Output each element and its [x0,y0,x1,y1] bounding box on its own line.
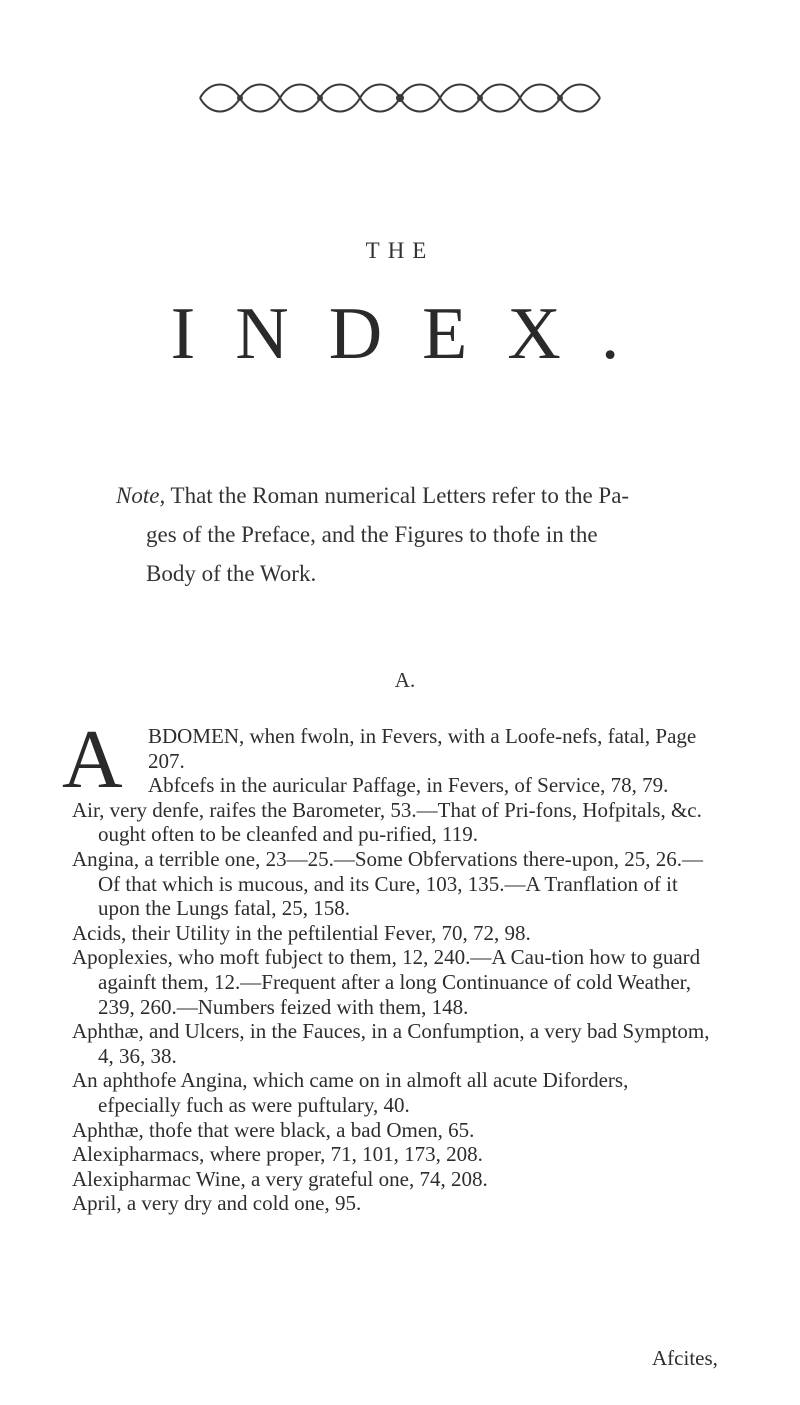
index-entry-acids: Acids, their Utility in the peftilential Fever, 70, 72, 98. [72,920,531,945]
index-entry-abfcefs: Abfcefs in the auricular Paffage, in Fevers, of Service, 78, 79. [148,773,669,798]
note-lead: Note, [116,483,166,508]
drop-cap: A [62,713,123,806]
note-line-2: ges of the Preface, and the Figures to thofe in the [146,522,598,547]
index-entry-angina: Angina, a terrible one, 23—25.—Some Obfervations there-upon, 25, 26.—Of that which is mucous, and its Cure, 103, 135.—A Tranflation of it upon the Lungs fatal, 25, 158. [72,846,704,921]
index-entry-air: Air, very denfe, raifes the Barometer, 53.—That of Pri-fons, Hofpitals, &c. ought often to be cleanfed and pu-rified, 119. [72,797,702,847]
index-entry-apoplexies: Apoplexies, who moft fubject to them, 12, 240.—A Cau-tion how to guard againft them, 12.—Frequent after a long Continuance of cold Weather, 239, 260.—Numbers feized with them, 148. [72,945,701,1019]
index-entry-aphthae: Aphthæ, and Ulcers, in the Fauces, in a Confumption, a very bad Symptom, 4, 36, 38. [72,1019,710,1068]
preface-note [116,476,706,593]
section-letter: A. [394,668,416,692]
index-entry-april: April, a very dry and cold one, 95. [72,1191,362,1216]
index-entry-aphthae-black: Aphthæ, thofe that were black, a bad Omen, 65. [72,1117,475,1142]
heading-the: THE [365,238,435,263]
note-line-3: Body of the Work. [146,561,317,586]
note-text: That the Roman numerical Letters refer to the Pa- [165,483,630,508]
index-entry-aphthofe-angina: An aphthofe Angina, which came on in almoft all acute Diforders, efpecially fuch as were puftulary, 40. [72,1068,629,1117]
index-entries [62,713,712,1216]
decorative-ornament-band [190,74,610,122]
index-entry-alexipharmac-wine: Alexipharmac Wine, a very grateful one, 74, 208. [72,1166,488,1191]
index-entry-alexipharmacs: Alexipharmacs, where proper, 71, 101, 173, 208. [72,1142,483,1167]
catchword: Afcites, [652,1346,718,1370]
entry-text: BDOMEN, when fwoln, in Fevers, with a Loofe-nefs, fatal, Page 207. [148,724,697,773]
page-title: INDEX. [170,293,660,375]
